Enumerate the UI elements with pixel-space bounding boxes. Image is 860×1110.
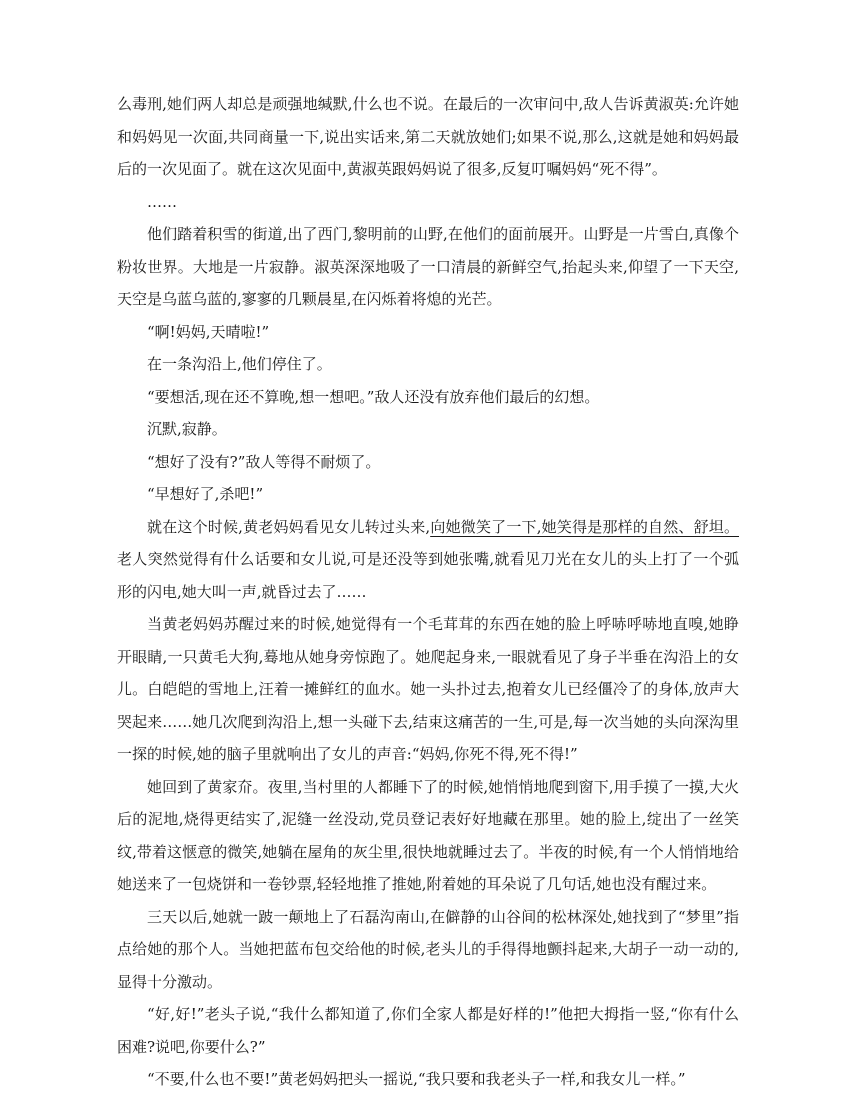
paragraph-ellipsis: …… bbox=[147, 192, 177, 211]
paragraph-1: 么毒刑,她们两人却总是顽强地缄默,什么也不说。在最后的一次审问中,敌人告诉黄淑英:允许她和妈妈见一次面,共同商量一下,说出实话来,第二天就放她们;如果不说,那么,这就是她和妈妈最后的一次见面了。就在这次见面中,黄淑英跟妈妈说了很多,反复叮嘱妈妈“死不得”。 bbox=[117, 95, 739, 178]
underlined-sentence: 向她微笑了一下,她笑得是那样的自然、舒坦。 bbox=[430, 517, 739, 536]
paragraph-13: 三天以后,她就一跛一颠地上了石磊沟南山,在僻静的山谷间的松林深处,她找到了“梦里”指点给她的那个人。当她把蓝布包交给他的时候,老头儿的手得得地颤抖起来,大胡子一动一动的,显得十分激动。 bbox=[117, 907, 739, 991]
paragraph-3: 他们踏着积雪的街道,出了西门,黎明前的山野,在他们的面前展开。山野是一片雪白,真像个粉妆世界。大地是一片寂静。淑英深深地吸了一口清晨的新鲜空气,抬起头来,仰望了一下天空,天空是乌蓝乌蓝的,寥寥的几颗晨星,在闪烁着将熄的光芒。 bbox=[117, 225, 739, 308]
paragraph-6: “要想活,现在还不算晚,想一想吧。”敌人还没有放弃他们最后的幻想。 bbox=[147, 387, 600, 406]
paragraph-7: 沉默,寂静。 bbox=[147, 420, 227, 438]
document-body bbox=[117, 88, 739, 1096]
paragraph-10-after: 老人突然觉得有什么话要和女儿说,可是还没等到她张嘴,就看见刀光在女儿的头上打了一个弧形的闪电,她大叫一声,就昏过去了…… bbox=[117, 550, 739, 601]
paragraph-9: “早想好了,杀吧!” bbox=[147, 485, 264, 503]
paragraph-10 bbox=[117, 511, 739, 609]
paragraph-10-before: 就在这个时候,黄老妈妈看见女儿转过头来, bbox=[147, 517, 431, 536]
paragraph-4: “啊!妈妈,天晴啦!” bbox=[147, 322, 270, 341]
paragraph-8: “想好了没有?”敌人等得不耐烦了。 bbox=[147, 452, 381, 471]
paragraph-12: 她回到了黄家夼。夜里,当村里的人都睡下了的时候,她悄悄地爬到窗下,用手摸了一摸,大火后的泥地,烧得更结实了,泥缝一丝没动,党员登记表好好地藏在那里。她的脸上,绽出了一丝笑纹,带着这惬意的微笑,她躺在屋角的灰尘里,很快地就睡过去了。半夜的时候,有一个人悄悄地给她送来了一包烧饼和一卷钞票,轻轻地推了推她,附着她的耳朵说了几句话,她也没有醒过来。 bbox=[117, 777, 739, 893]
paragraph-11: 当黄老妈妈苏醒过来的时候,她觉得有一个毛茸茸的东西在她的脸上呼哧呼哧地直嗅,她睁开眼睛,一只黄毛大狗,蓦地从她身旁惊跑了。她爬起身来,一眼就看见了身子半垂在沟沿上的女儿。白皑皑的雪地上,汪着一摊鲜红的血水。她一头扑过去,抱着女儿已经僵冷了的身体,放声大哭起来……她几次爬到沟沿上,想一头碰下去,结束这痛苦的一生,可是,每一次当她的头向深沟里一探的时候,她的脑子里就响出了女儿的声音:“妈妈,你死不得,死不得!” bbox=[117, 615, 739, 763]
paragraph-14: “好,好!”老头子说,“我什么都知道了,你们全家人都是好样的!”他把大拇指一竖,“你有什么困难?说吧,你要什么?” bbox=[117, 1005, 739, 1056]
paragraph-5: 在一条沟沿上,他们停住了。 bbox=[147, 355, 332, 373]
paragraph-15: “不要,什么也不要!”黄老妈妈把头一摇说,“我只要和我老头子一样,和我女儿一样。” bbox=[147, 1070, 686, 1088]
